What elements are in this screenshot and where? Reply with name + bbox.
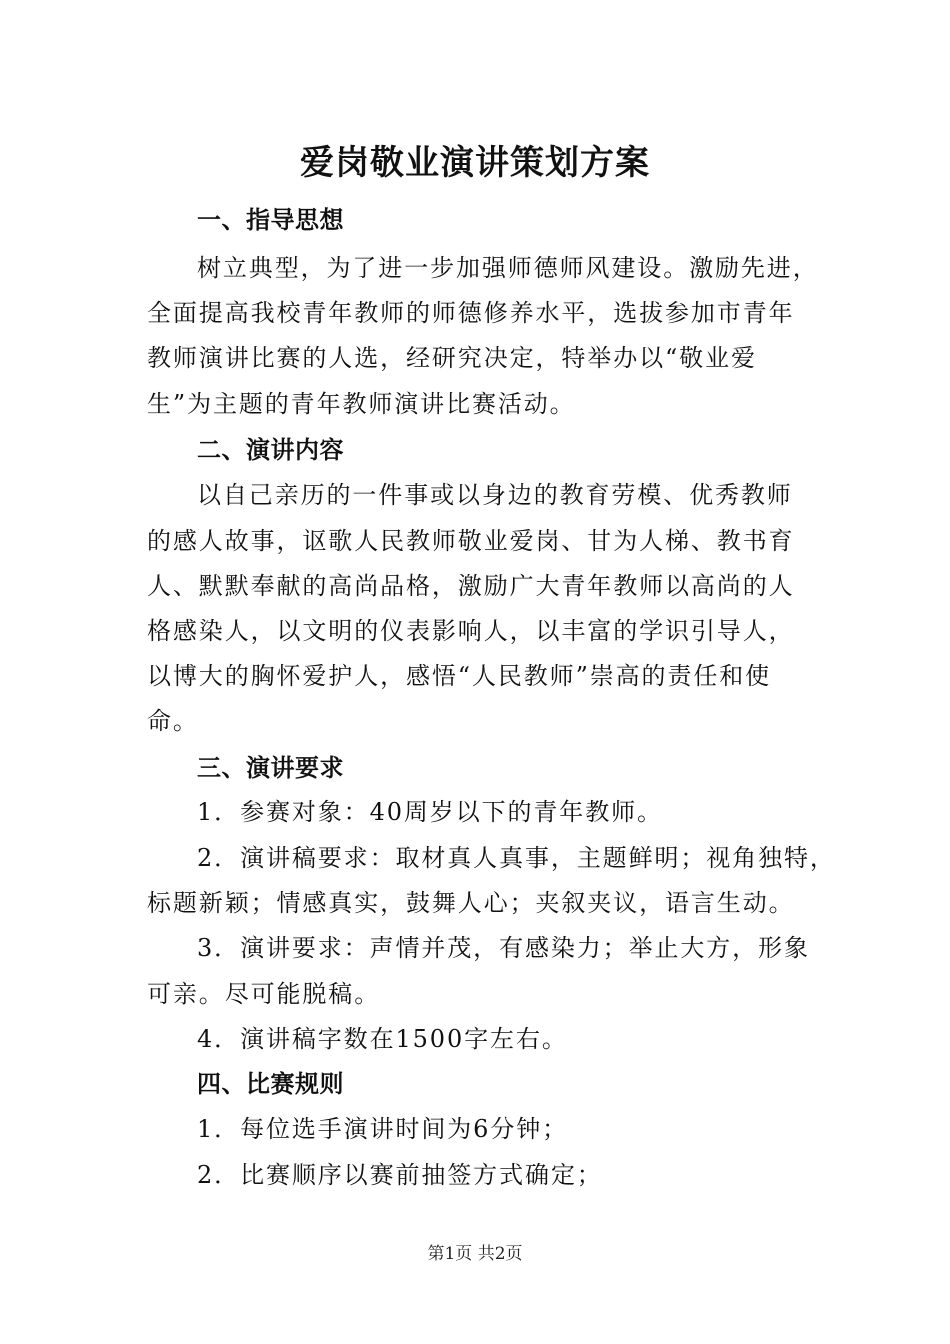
- list-item: 1．参赛对象：40周岁以下的青年教师。: [197, 798, 663, 826]
- paragraph-line: 的感人故事，讴歌人民教师敬业爱岗、甘为人梯、教书育: [147, 527, 795, 555]
- paragraph-line: 教师演讲比赛的人选，经研究决定，特举办以“敬业爱: [147, 344, 757, 372]
- section-heading-speech-content: 二、演讲内容: [197, 436, 344, 464]
- list-item: 3．演讲要求：声情并茂，有感染力；举止大方，形象: [197, 934, 810, 962]
- document-title: 爱岗敬业演讲策划方案: [300, 143, 650, 183]
- list-item: 2．比赛顺序以赛前抽签方式确定；: [197, 1161, 603, 1189]
- paragraph-line: 可亲。尽可能脱稿。: [147, 980, 381, 1008]
- section-heading-guiding-idea: 一、指导思想: [197, 206, 344, 234]
- list-item: 4．演讲稿字数在1500字左右。: [197, 1025, 568, 1053]
- paragraph-line: 命。: [147, 707, 199, 735]
- page-footer: 第1页 共2页: [427, 1244, 523, 1264]
- paragraph-line: 以自己亲历的一件事或以身边的教育劳模、优秀教师: [197, 481, 793, 509]
- list-item: 1．每位选手演讲时间为6分钟；: [197, 1115, 569, 1143]
- paragraph-line: 格感染人，以文明的仪表影响人，以丰富的学识引导人，: [147, 617, 795, 645]
- section-heading-competition-rules: 四、比赛规则: [197, 1070, 344, 1098]
- paragraph-line: 标题新颖；情感真实，鼓舞人心；夹叙夹议，语言生动。: [147, 889, 795, 917]
- section-heading-speech-requirements: 三、演讲要求: [197, 754, 344, 782]
- paragraph-line: 全面提高我校青年教师的师德修养水平，选拔参加市青年: [147, 299, 795, 327]
- paragraph-line: 人、默默奉献的高尚品格，激励广大青年教师以高尚的人: [147, 572, 795, 600]
- paragraph-line: 生”为主题的青年教师演讲比赛活动。: [147, 390, 576, 418]
- paragraph-line: 树立典型，为了进一步加强师德师风建设。激励先进，: [197, 254, 819, 282]
- paragraph-line: 以博大的胸怀爱护人，感悟“人民教师”崇高的责任和使: [147, 662, 772, 690]
- list-item: 2．演讲稿要求：取材真人真事，主题鲜明；视角独特，: [197, 844, 836, 872]
